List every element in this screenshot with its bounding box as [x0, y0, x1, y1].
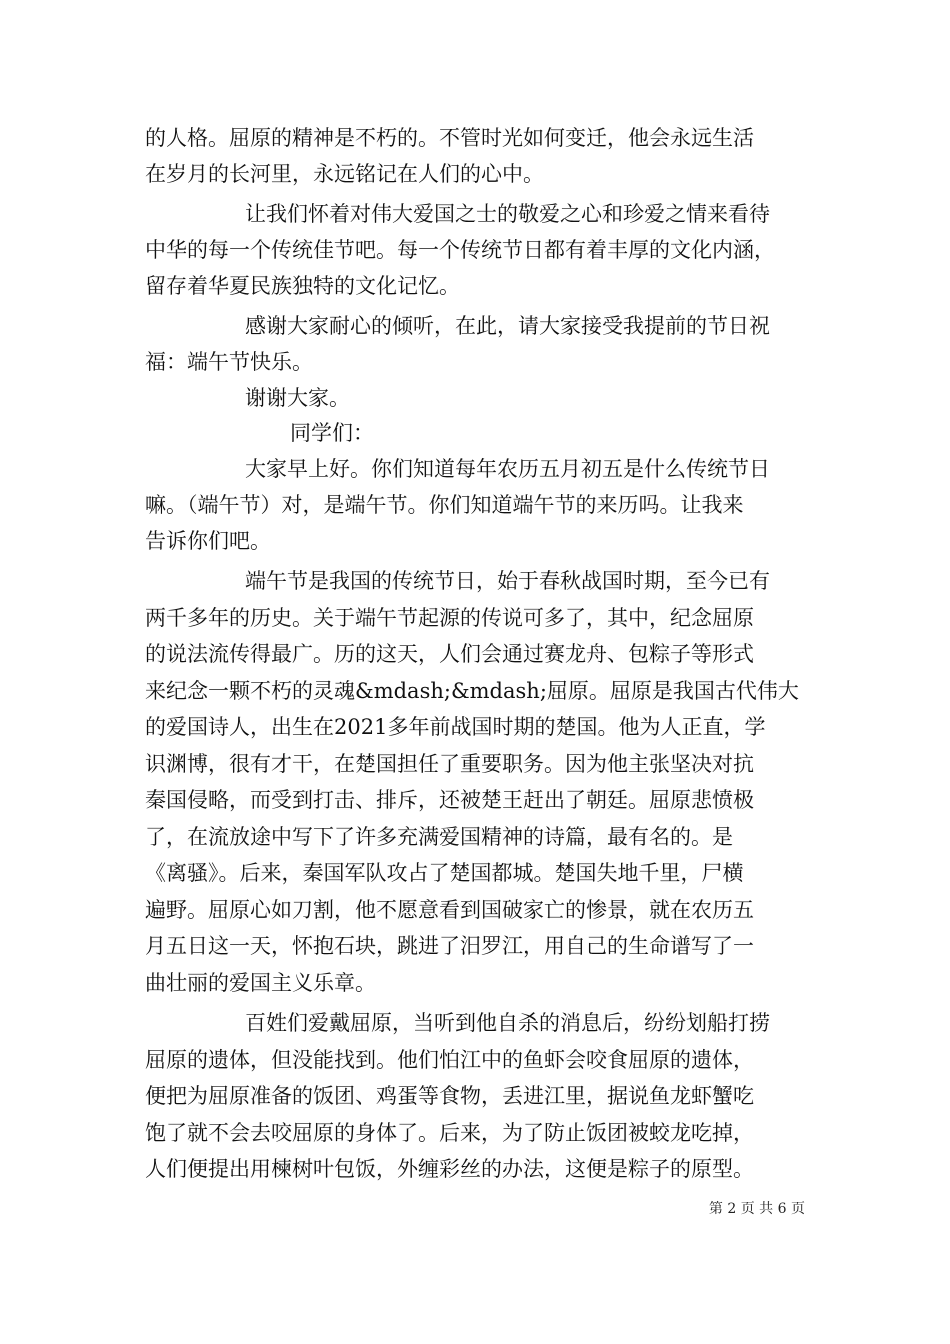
- text-line: 百姓们爱戴屈原，当听到他自杀的消息后，纷纷划船打捞: [245, 1011, 770, 1035]
- page-number-footer: 第 2 页 共 6 页: [708, 1201, 805, 1217]
- text-line: 感谢大家耐心的倾听，在此，请大家接受我提前的节日祝: [245, 314, 770, 338]
- text-line: 屈原的遗体，但没能找到。他们怕江中的鱼虾会咬食屈原的遗体，: [145, 1048, 754, 1072]
- text-line: 的人格。屈原的精神是不朽的。不管时光如何变迁，他会永远生活: [145, 126, 754, 150]
- text-line: 让我们怀着对伟大爱国之士的敬爱之心和珍爱之情来看待: [245, 202, 770, 226]
- text-line: 遍野。屈原心如刀割，他不愿意看到国破家亡的惨景，就在农历五: [145, 898, 754, 922]
- text-line: 两千多年的历史。关于端午节起源的传说可多了，其中，纪念屈原: [145, 606, 754, 630]
- text-line: 告诉你们吧。: [145, 529, 271, 553]
- text-line: 嘛。（端午节）对，是端午节。你们知道端午节的来历吗。让我来: [145, 493, 744, 517]
- text-line: 月五日这一天，怀抱石块，跳进了汨罗江，用自己的生命谱写了一: [145, 934, 754, 958]
- text-line: 了，在流放途中写下了许多充满爱国精神的诗篇，最有名的。是: [145, 825, 733, 849]
- text-line: 福：端午节快乐。: [145, 350, 313, 374]
- text-line: 人们便提出用楝树叶包饭，外缠彩丝的办法，这便是粽子的原型。: [145, 1157, 754, 1181]
- text-line: 的爱国诗人，出生在2021多年前战国时期的楚国。他为人正直，学: [145, 715, 766, 739]
- text-line: 便把为屈原准备的饭团、鸡蛋等食物，丢进江里，据说鱼龙虾蟹吃: [145, 1084, 754, 1108]
- text-line: 在岁月的长河里，永远铭记在人们的心中。: [145, 162, 544, 186]
- text-line: 留存着华夏民族独特的文化记忆。: [145, 274, 460, 298]
- text-line: 饱了就不会去咬屈原的身体了。后来，为了防止饭团被蛟龙吃掉，: [145, 1121, 754, 1145]
- text-line: 曲壮丽的爱国主义乐章。: [145, 971, 376, 995]
- text-line: 《离骚》。后来，秦国军队攻占了楚国都城。楚国失地千里，尸横: [145, 861, 744, 885]
- text-line: 同学们：: [290, 421, 374, 445]
- text-line: 中华的每一个传统佳节吧。每一个传统节日都有着丰厚的文化内涵，: [145, 238, 775, 262]
- text-line: 秦国侵略，而受到打击、排斥，还被楚王赶出了朝廷。屈原悲愤极: [145, 788, 754, 812]
- text-line: 的说法流传得最广。历的这天，人们会通过赛龙舟、包粽子等形式: [145, 642, 754, 666]
- text-line: 来纪念一颗不朽的灵魂&mdash;&mdash;屈原。屈原是我国古代伟大: [145, 679, 799, 703]
- text-line: 谢谢大家。: [245, 386, 350, 410]
- text-line: 大家早上好。你们知道每年农历五月初五是什么传统节日: [245, 457, 770, 481]
- text-line: 端午节是我国的传统节日，始于春秋战国时期，至今已有: [245, 569, 770, 593]
- text-line: 识渊博，很有才干，在楚国担任了重要职务。因为他主张坚决对抗: [145, 752, 754, 776]
